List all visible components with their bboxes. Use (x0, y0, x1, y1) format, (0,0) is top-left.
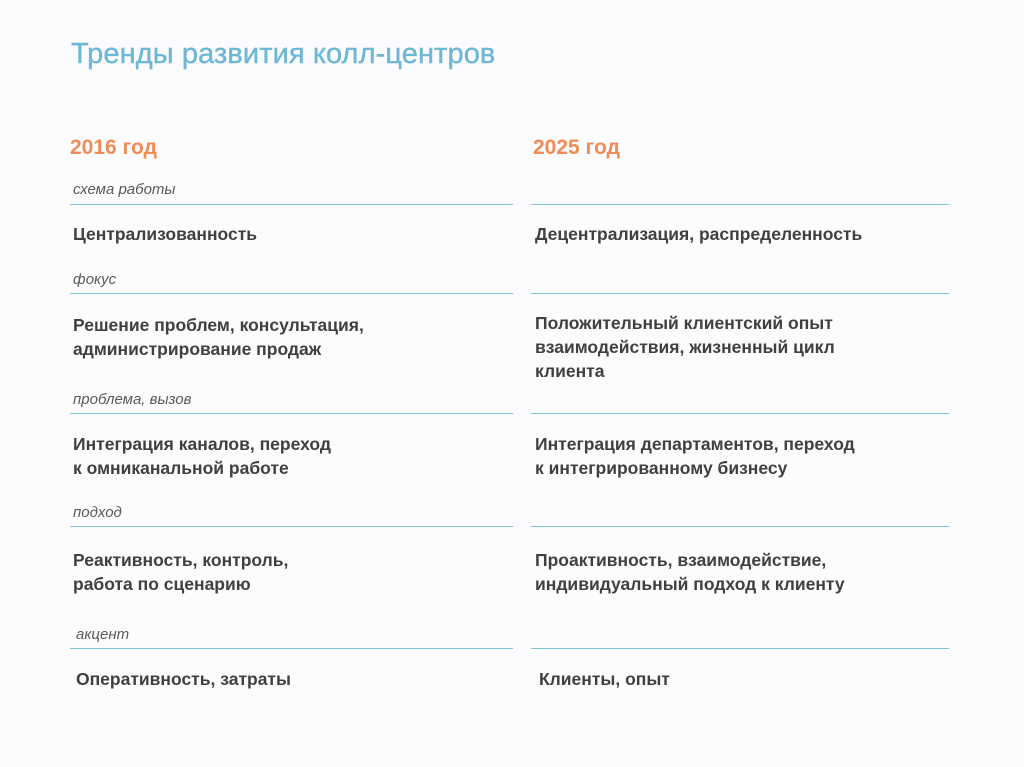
category-label: подход (73, 504, 122, 521)
value-2025: Клиенты, опыт (539, 669, 670, 689)
divider-line (70, 413, 513, 414)
value-2016: Интеграция каналов, переход к омниканальной работе (73, 434, 331, 478)
category-label: проблема, вызов (73, 391, 192, 408)
value-2016: Решение проблем, консультация, администрирование продаж (73, 315, 364, 359)
value-2025: Интеграция департаментов, переход к интегрированному бизнесу (535, 434, 855, 478)
divider-line (70, 293, 513, 294)
year-2025-heading: 2025 год (533, 136, 620, 159)
value-2025: Положительный клиентский опыт взаимодействия, жизненный цикл клиента (535, 313, 835, 381)
divider-line (531, 204, 949, 205)
divider-line (70, 648, 513, 649)
divider-line (531, 413, 949, 414)
category-label: фокус (73, 271, 117, 288)
value-2016: Реактивность, контроль, работа по сценарию (73, 550, 289, 594)
category-label: схема работы (73, 181, 176, 198)
divider-line (531, 648, 949, 649)
divider-line (531, 293, 949, 294)
year-2016-heading: 2016 год (70, 136, 157, 159)
divider-line (531, 526, 949, 527)
value-2025: Проактивность, взаимодействие, индивидуальный подход к клиенту (535, 550, 845, 594)
value-2025: Децентрализация, распределенность (535, 224, 863, 244)
value-2016: Централизованность (73, 224, 258, 244)
divider-line (70, 204, 513, 205)
page-title: Тренды развития колл-центров (71, 38, 496, 70)
value-2016: Оперативность, затраты (76, 669, 291, 689)
category-label: акцент (76, 626, 130, 643)
divider-line (70, 526, 513, 527)
